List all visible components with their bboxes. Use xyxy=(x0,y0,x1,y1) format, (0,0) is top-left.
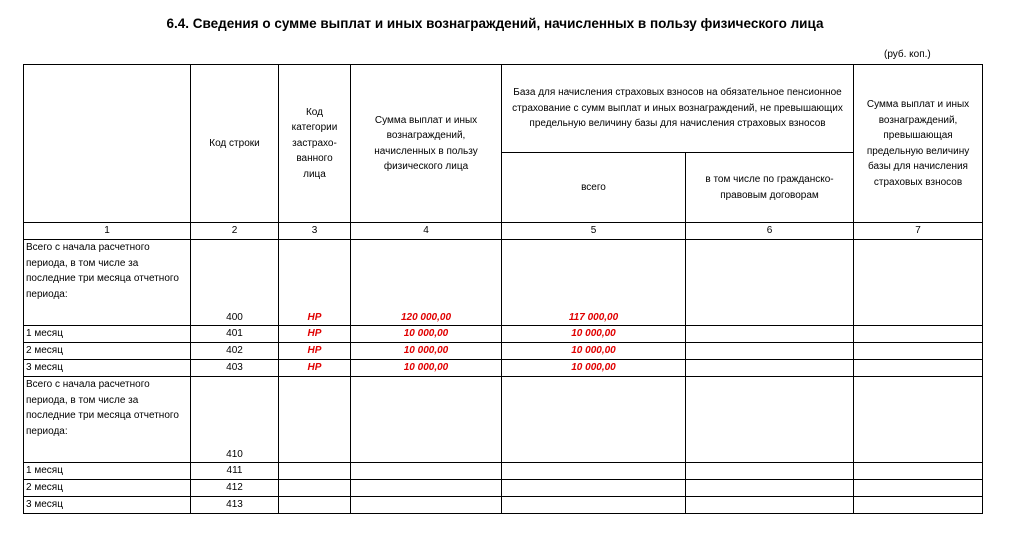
base-gpd-cell[interactable] xyxy=(686,360,854,377)
row-label: 2 месяц xyxy=(24,480,191,497)
excess-cell[interactable] xyxy=(854,463,983,480)
row-code: 412 xyxy=(191,480,279,497)
table-row xyxy=(24,463,983,480)
row-code: 410 xyxy=(191,377,279,463)
header-row-code: Код строки xyxy=(191,65,279,223)
row-code: 411 xyxy=(191,463,279,480)
table-row xyxy=(24,377,983,463)
column-number: 5 xyxy=(502,223,686,240)
category-cell[interactable]: НР xyxy=(279,360,351,377)
header-col1 xyxy=(24,65,191,223)
sum-cell[interactable]: 10 000,00 xyxy=(351,326,502,343)
row-label: Всего с начала расчетного периода, в том числе за последние три месяца отчетного периода: xyxy=(24,240,191,326)
row-code: 402 xyxy=(191,343,279,360)
excess-cell[interactable] xyxy=(854,497,983,514)
category-cell[interactable]: НР xyxy=(279,343,351,360)
excess-cell[interactable] xyxy=(854,360,983,377)
units-note: (руб. коп.) xyxy=(884,49,931,60)
row-label: Всего с начала расчетного периода, в том числе за последние три месяца отчетного периода: xyxy=(24,377,191,463)
row-label: 1 месяц xyxy=(24,463,191,480)
base-total-cell[interactable]: 10 000,00 xyxy=(502,343,686,360)
header-excess: Сумма выплат и иных вознаграждений, превышающая предельную величину базы для начисления страховых взносов xyxy=(854,65,983,223)
sum-cell[interactable]: 10 000,00 xyxy=(351,360,502,377)
base-total-cell[interactable] xyxy=(502,463,686,480)
column-number: 4 xyxy=(351,223,502,240)
payments-table xyxy=(23,64,983,514)
row-code: 401 xyxy=(191,326,279,343)
header-category-code: Код категории застрахо-ванного лица xyxy=(279,65,351,223)
table-row xyxy=(24,240,983,326)
row-label: 2 месяц xyxy=(24,343,191,360)
category-cell[interactable]: НР xyxy=(279,240,351,326)
row-code: 400 xyxy=(191,240,279,326)
header-base-gpd: в том числе по гражданско-правовым договорам xyxy=(686,153,854,223)
base-total-cell[interactable]: 10 000,00 xyxy=(502,360,686,377)
table-row xyxy=(24,497,983,514)
row-label: 3 месяц xyxy=(24,360,191,377)
column-numbers-row xyxy=(24,223,983,240)
base-gpd-cell[interactable] xyxy=(686,326,854,343)
column-number: 3 xyxy=(279,223,351,240)
header-base-group: База для начисления страховых взносов на обязательное пенсионное страхование с сумм выплат и иных вознаграждений, не превышающих предельную величину базы для начисления страховых взносов xyxy=(502,65,854,153)
column-number: 7 xyxy=(854,223,983,240)
base-total-cell[interactable] xyxy=(502,480,686,497)
category-cell[interactable] xyxy=(279,463,351,480)
row-label: 1 месяц xyxy=(24,326,191,343)
sum-cell[interactable]: 120 000,00 xyxy=(351,240,502,326)
category-cell[interactable] xyxy=(279,377,351,463)
column-number: 6 xyxy=(686,223,854,240)
excess-cell[interactable] xyxy=(854,377,983,463)
sum-cell[interactable] xyxy=(351,377,502,463)
sum-cell[interactable] xyxy=(351,463,502,480)
excess-cell[interactable] xyxy=(854,326,983,343)
header-sum-payments: Сумма выплат и иных вознаграждений, начисленных в пользу физического лица xyxy=(351,65,502,223)
sum-cell[interactable] xyxy=(351,497,502,514)
row-code: 413 xyxy=(191,497,279,514)
base-gpd-cell[interactable] xyxy=(686,240,854,326)
row-code: 403 xyxy=(191,360,279,377)
base-gpd-cell[interactable] xyxy=(686,497,854,514)
table-row xyxy=(24,343,983,360)
base-gpd-cell[interactable] xyxy=(686,480,854,497)
base-gpd-cell[interactable] xyxy=(686,343,854,360)
base-gpd-cell[interactable] xyxy=(686,377,854,463)
base-total-cell[interactable] xyxy=(502,497,686,514)
sum-cell[interactable] xyxy=(351,480,502,497)
category-cell[interactable] xyxy=(279,497,351,514)
row-label: 3 месяц xyxy=(24,497,191,514)
excess-cell[interactable] xyxy=(854,343,983,360)
form-title: 6.4. Сведения о сумме выплат и иных вознаграждений, начисленных в пользу физического лица xyxy=(166,16,824,31)
excess-cell[interactable] xyxy=(854,240,983,326)
excess-cell[interactable] xyxy=(854,480,983,497)
base-gpd-cell[interactable] xyxy=(686,463,854,480)
column-number: 2 xyxy=(191,223,279,240)
table-row xyxy=(24,326,983,343)
base-total-cell[interactable] xyxy=(502,377,686,463)
sum-cell[interactable]: 10 000,00 xyxy=(351,343,502,360)
base-total-cell[interactable]: 10 000,00 xyxy=(502,326,686,343)
category-cell[interactable]: НР xyxy=(279,326,351,343)
category-cell[interactable] xyxy=(279,480,351,497)
table-row xyxy=(24,480,983,497)
header-base-total: всего xyxy=(502,153,686,223)
column-number: 1 xyxy=(24,223,191,240)
base-total-cell[interactable]: 117 000,00 xyxy=(502,240,686,326)
table-row xyxy=(24,360,983,377)
